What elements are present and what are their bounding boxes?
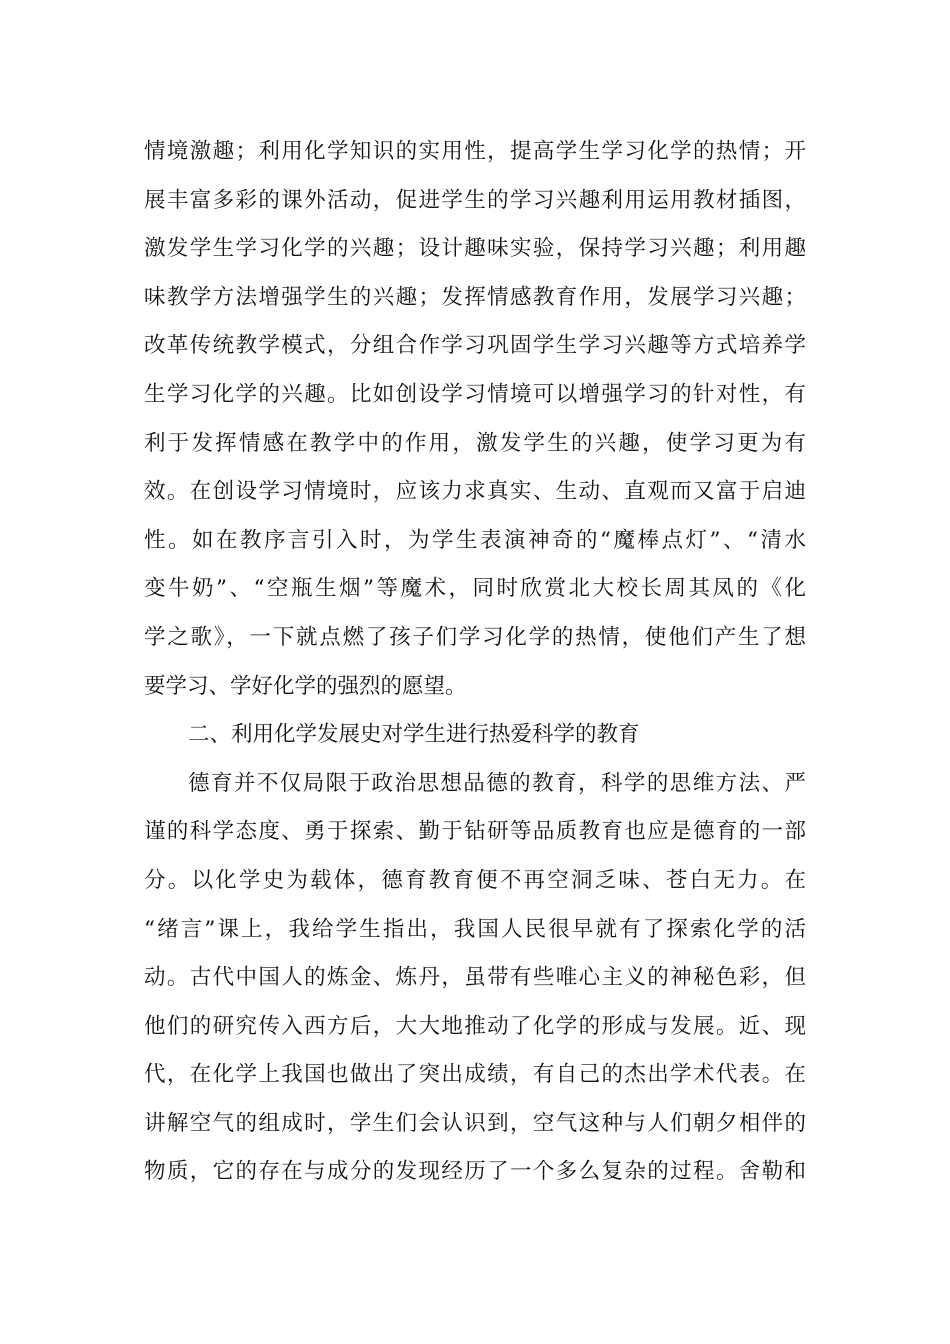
text-line: 分。以化学史为载体，德育教育便不再空洞乏味、苍白无力。在 [144, 867, 806, 893]
text-line: 变牛奶”、“空瓶生烟”等魔术，同时欣赏北大校长周其凤的《化 [144, 576, 806, 602]
text-line: 改革传统教学模式，分组合作学习巩固学生学习兴趣等方式培养学 [144, 333, 806, 359]
document-body [144, 128, 806, 1197]
text-line: “绪言”课上，我给学生指出，我国人民很早就有了探索化学的活 [144, 916, 806, 942]
text-line: 代，在化学上我国也做出了突出成绩，有自己的杰出学术代表。在 [144, 1062, 806, 1088]
text-line: 要学习、学好化学的强烈的愿望。 [144, 673, 467, 699]
text-line: 二、利用化学发展史对学生进行热爱科学的教育 [188, 722, 640, 748]
text-line: 生学习化学的兴趣。比如创设学习情境可以增强学习的针对性，有 [144, 381, 806, 407]
text-line: 讲解空气的组成时，学生们会认识到，空气这种与人们朝夕相伴的 [144, 1110, 806, 1136]
text-line: 效。在创设学习情境时，应该力求真实、生动、直观而又富于启迪 [144, 479, 806, 505]
text-line: 性。如在教序言引入时，为学生表演神奇的“魔棒点灯”、“清水 [144, 527, 806, 553]
text-line: 展丰富多彩的课外活动，促进学生的学习兴趣利用运用教材插图， [144, 187, 806, 213]
text-line: 他们的研究传入西方后，大大地推动了化学的形成与发展。近、现 [144, 1013, 806, 1039]
text-line: 味教学方法增强学生的兴趣；发挥情感教育作用，发展学习兴趣； [144, 284, 806, 310]
text-line: 德育并不仅局限于政治思想品德的教育，科学的思维方法、严 [188, 770, 806, 796]
text-line: 谨的科学态度、勇于探索、勤于钻研等品质教育也应是德育的一部 [144, 819, 806, 845]
text-line: 激发学生学习化学的兴趣；设计趣味实验，保持学习兴趣；利用趣 [144, 236, 806, 262]
text-line: 物质，它的存在与成分的发现经历了一个多么复杂的过程。舍勒和 [144, 1159, 806, 1185]
text-line: 情境激趣；利用化学知识的实用性，提高学生学习化学的热情；开 [144, 139, 806, 164]
text-line: 利于发挥情感在教学中的作用，激发学生的兴趣，使学习更为有 [144, 430, 806, 456]
text-line: 学之歌》，一下就点燃了孩子们学习化学的热情，使他们产生了想 [144, 624, 806, 650]
text-line: 动。古代中国人的炼金、炼丹，虽带有些唯心主义的神秘色彩，但 [144, 965, 806, 991]
